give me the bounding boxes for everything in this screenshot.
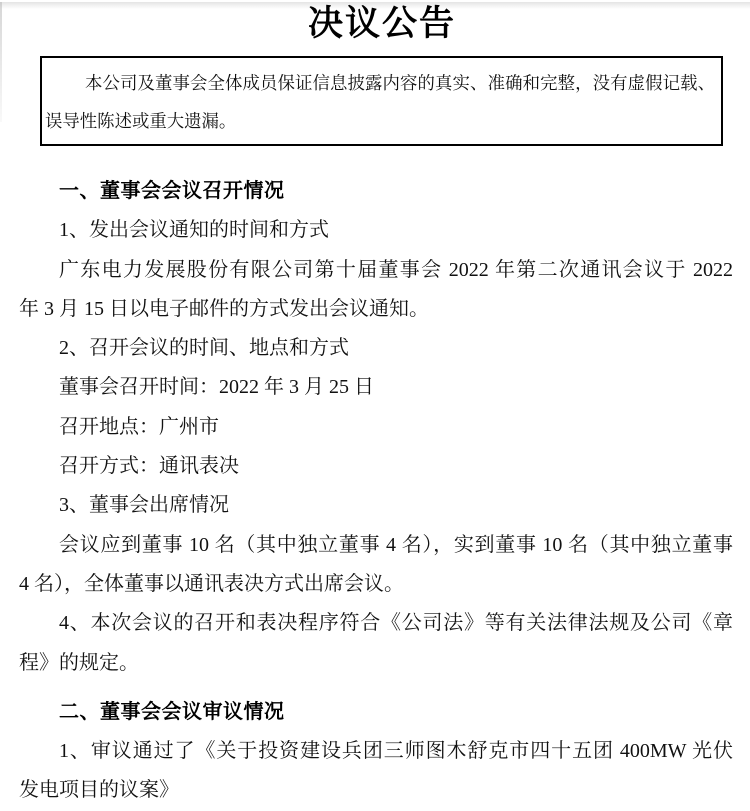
para-meeting-method: 召开方式：通讯表决: [59, 455, 239, 478]
para-meeting-time-place-method: 2、召开会议的时间、地点和方式: [59, 337, 349, 360]
para-attendance-heading: 3、董事会出席情况: [59, 494, 229, 517]
document-body: [19, 172, 733, 811]
para-meeting-place: 召开地点：广州市: [59, 415, 219, 438]
section-2-heading: 二、董事会会议审议情况: [59, 700, 285, 723]
page-title: 决议公告: [307, 4, 456, 43]
section-1-heading: 一、董事会会议召开情况: [59, 180, 285, 202]
disclaimer-line: 误导性陈述或重大遗漏。: [45, 111, 237, 131]
para-attendance-line: 4 名），全体董事以通讯表决方式出席会议。: [19, 572, 404, 595]
para-notice-detail-line: 广东电力发展股份有限公司第十届董事会 2022 年第二次通讯会议于 2022: [59, 258, 733, 281]
disclaimer-box: [40, 56, 723, 146]
para-resolution-line: 1、审议通过了《关于投资建设兵团三师图木舒克市四十五团 400MW 光伏: [59, 740, 733, 763]
para-legality-line: 4、本次会议的召开和表决程序符合《公司法》等有关法律法规及公司《章: [59, 612, 733, 635]
para-notice-detail-line: 年 3 月 15 日以电子邮件的方式发出会议通知。: [19, 297, 429, 320]
para-meeting-date: 董事会召开时间：2022 年 3 月 25 日: [59, 376, 374, 399]
para-notice-time-method: 1、发出会议通知的时间和方式: [59, 219, 329, 242]
para-resolution-line: 发电项目的议案》: [19, 779, 179, 802]
document-page: [0, 2, 750, 811]
disclaimer-line: 本公司及董事会全体成员保证信息披露内容的真实、准确和完整，没有虚假记载、: [85, 73, 715, 93]
para-attendance-line: 会议应到董事 10 名（其中独立董事 4 名），实到董事 10 名（其中独立董事: [59, 533, 733, 556]
para-legality-line: 程》的规定。: [19, 651, 139, 674]
